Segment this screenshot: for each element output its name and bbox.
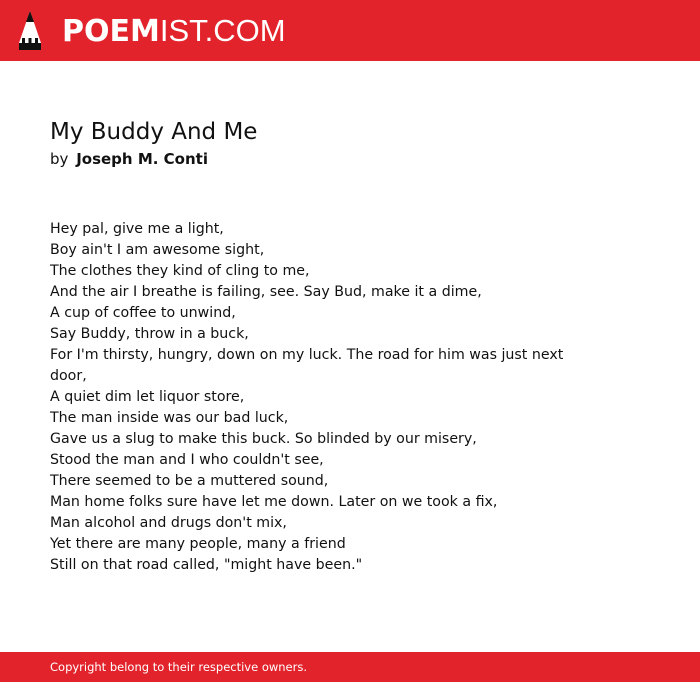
poem-line: Say Buddy, throw in a buck, <box>50 326 249 342</box>
site-footer <box>0 652 700 682</box>
pencil-tip-icon[interactable] <box>18 10 42 51</box>
poem-line: Hey pal, give me a light, <box>50 221 224 237</box>
poem-line: Man home folks sure have let me down. Later on we took a fix, <box>50 494 498 510</box>
poem-line: A cup of coffee to unwind, <box>50 305 236 321</box>
by-label: by <box>50 150 69 168</box>
poem-line: Stood the man and I who couldn't see, <box>50 452 324 468</box>
poem-line: Man alcohol and drugs don't mix, <box>50 515 287 531</box>
byline <box>50 148 650 170</box>
poem-title: My Buddy And Me <box>50 119 258 145</box>
poem-heading <box>50 117 650 170</box>
poem-line: A quiet dim let liquor store, <box>50 389 245 405</box>
poem-body <box>50 219 570 576</box>
author-name: Joseph M. Conti <box>76 150 208 168</box>
site-header <box>0 0 700 61</box>
site-logo[interactable] <box>62 13 286 50</box>
logo-bold-text: POEM <box>62 14 160 49</box>
poem-line: Yet there are many people, many a friend <box>50 536 346 552</box>
poem-line: And the air I breathe is failing, see. Say Bud, make it a dime, <box>50 284 482 300</box>
poem-line: There seemed to be a muttered sound, <box>50 473 329 489</box>
copyright-text: Copyright belong to their respective owners. <box>50 660 308 674</box>
poem-line: Gave us a slug to make this buck. So blinded by our misery, <box>50 431 477 447</box>
poem-line: The clothes they kind of cling to me, <box>50 263 310 279</box>
poem-line: Boy ain't I am awesome sight, <box>50 242 265 258</box>
logo-light-text: IST.COM <box>159 13 286 48</box>
poem-line: For I'm thirsty, hungry, down on my luck. The road for him was just next door, <box>50 347 564 384</box>
poem-line: The man inside was our bad luck, <box>50 410 289 426</box>
poem-line: Still on that road called, "might have been." <box>50 557 363 573</box>
